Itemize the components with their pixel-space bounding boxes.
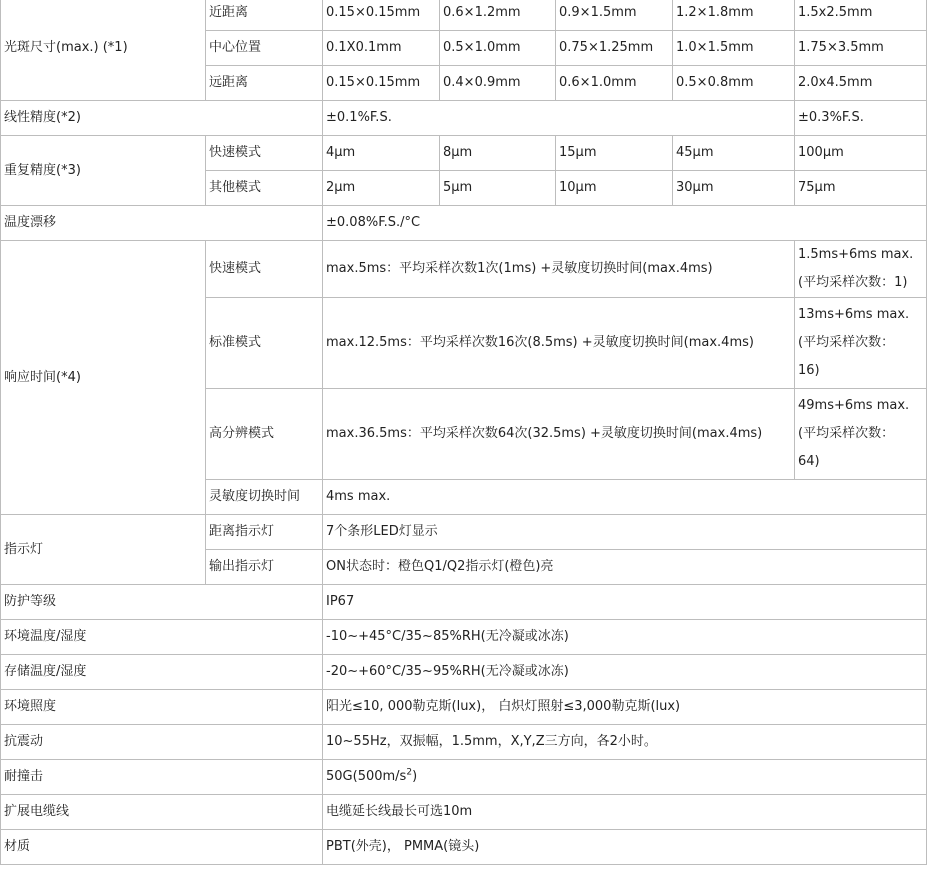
sub-label: 输出指示灯: [206, 550, 323, 585]
table-cell: 7个条形LED灯显示: [323, 515, 927, 550]
table-cell: 1.0×1.5mm: [673, 31, 795, 66]
cell-line: (平均采样次数：1): [798, 275, 908, 290]
table-cell: -10~+45°C/35~85%RH(无冷凝或冰冻): [323, 620, 927, 655]
table-cell: 0.5×1.0mm: [440, 31, 556, 66]
table-row: [1, 241, 927, 298]
table-cell: [795, 389, 927, 480]
row-label: 防护等级: [1, 585, 323, 620]
table-cell: 8μm: [440, 136, 556, 171]
table-row: [1, 830, 927, 865]
table-cell: 阳光≤10, 000勒克斯(lux)， 白炽灯照射≤3,000勒克斯(lux): [323, 690, 927, 725]
table-row: [1, 725, 927, 760]
table-cell: 10~55Hz，双振幅，1.5mm，X,Y,Z三方向，各2小时。: [323, 725, 927, 760]
table-row: [1, 515, 927, 550]
table-cell: PBT(外壳)， PMMA(镜头): [323, 830, 927, 865]
cell-line: 16): [798, 363, 820, 378]
table-cell: 1.5x2.5mm: [795, 0, 927, 31]
table-row: [1, 206, 927, 241]
shock-value-end: ): [412, 769, 418, 784]
sub-label: 近距离: [206, 0, 323, 31]
sub-label: 远距离: [206, 66, 323, 101]
table-row: [1, 101, 927, 136]
row-label: 线性精度(*2): [1, 101, 323, 136]
table-cell: ±0.3%F.S.: [795, 101, 927, 136]
table-cell: 电缆延长线最长可选10m: [323, 795, 927, 830]
table-cell: ON状态时：橙色Q1/Q2指示灯(橙色)亮: [323, 550, 927, 585]
table-cell: 0.6×1.2mm: [440, 0, 556, 31]
table-row: [1, 0, 927, 31]
sub-label: 快速模式: [206, 241, 323, 298]
sub-label: 灵敏度切换时间: [206, 480, 323, 515]
row-label: 存储温度/湿度: [1, 655, 323, 690]
table-cell: max.5ms：平均采样次数1次(1ms) +灵敏度切换时间(max.4ms): [323, 241, 795, 298]
table-cell: 2.0x4.5mm: [795, 66, 927, 101]
table-cell: 30μm: [673, 171, 795, 206]
row-label: 温度漂移: [1, 206, 323, 241]
sub-label: 快速模式: [206, 136, 323, 171]
table-cell: 1.2×1.8mm: [673, 0, 795, 31]
cell-line: 49ms+6ms max.: [798, 398, 910, 413]
table-cell: 0.5×0.8mm: [673, 66, 795, 101]
sub-label: 中心位置: [206, 31, 323, 66]
table-cell: IP67: [323, 585, 927, 620]
row-label: 环境照度: [1, 690, 323, 725]
shock-exponent: 2: [406, 767, 413, 778]
table-cell: 4ms max.: [323, 480, 927, 515]
table-cell: [795, 298, 927, 389]
table-cell: 4μm: [323, 136, 440, 171]
row-label: 抗震动: [1, 725, 323, 760]
sub-label: 其他模式: [206, 171, 323, 206]
table-row: [1, 690, 927, 725]
table-cell: max.12.5ms：平均采样次数16次(8.5ms) +灵敏度切换时间(max.4ms): [323, 298, 795, 389]
table-row: [1, 585, 927, 620]
row-label: 环境温度/湿度: [1, 620, 323, 655]
table-cell: 5μm: [440, 171, 556, 206]
table-cell: 2μm: [323, 171, 440, 206]
sub-label: 标准模式: [206, 298, 323, 389]
table-cell: ±0.1%F.S.: [323, 101, 795, 136]
cell-line: 13ms+6ms max.: [798, 307, 910, 322]
table-row: [1, 136, 927, 171]
shock-value: 50G(500m/s: [326, 769, 407, 784]
sub-label: 距离指示灯: [206, 515, 323, 550]
row-label: 重复精度(*3): [1, 136, 206, 206]
table-cell: max.36.5ms：平均采样次数64次(32.5ms) +灵敏度切换时间(max.4ms): [323, 389, 795, 480]
table-cell: 10μm: [556, 171, 673, 206]
table-cell: 0.75×1.25mm: [556, 31, 673, 66]
cell-line: (平均采样次数：: [798, 426, 895, 441]
table-cell: 0.9×1.5mm: [556, 0, 673, 31]
table-cell: 1.75×3.5mm: [795, 31, 927, 66]
table-cell: 0.4×0.9mm: [440, 66, 556, 101]
cell-line: 1.5ms+6ms max.: [798, 247, 914, 262]
table-cell: 45μm: [673, 136, 795, 171]
table-row: [1, 620, 927, 655]
table-cell: [795, 241, 927, 298]
table-row: [1, 795, 927, 830]
table-cell: [323, 760, 927, 795]
sub-label: 高分辨模式: [206, 389, 323, 480]
table-cell: 75μm: [795, 171, 927, 206]
table-cell: 100μm: [795, 136, 927, 171]
table-cell: 0.6×1.0mm: [556, 66, 673, 101]
table-cell: 0.15×0.15mm: [323, 0, 440, 31]
row-label: 耐撞击: [1, 760, 323, 795]
row-label: 光斑尺寸(max.) (*1): [1, 0, 206, 101]
table-cell: ±0.08%F.S./°C: [323, 206, 927, 241]
table-cell: 0.15×0.15mm: [323, 66, 440, 101]
row-label: 扩展电缆线: [1, 795, 323, 830]
table-row: [1, 760, 927, 795]
table-row: [1, 655, 927, 690]
table-cell: 0.1X0.1mm: [323, 31, 440, 66]
row-label: 指示灯: [1, 515, 206, 585]
row-label: 响应时间(*4): [1, 241, 206, 515]
cell-line: 64): [798, 454, 820, 469]
cell-line: (平均采样次数：: [798, 335, 895, 350]
table-cell: -20~+60°C/35~95%RH(无冷凝或冰冻): [323, 655, 927, 690]
table-cell: 15μm: [556, 136, 673, 171]
row-label: 材质: [1, 830, 323, 865]
